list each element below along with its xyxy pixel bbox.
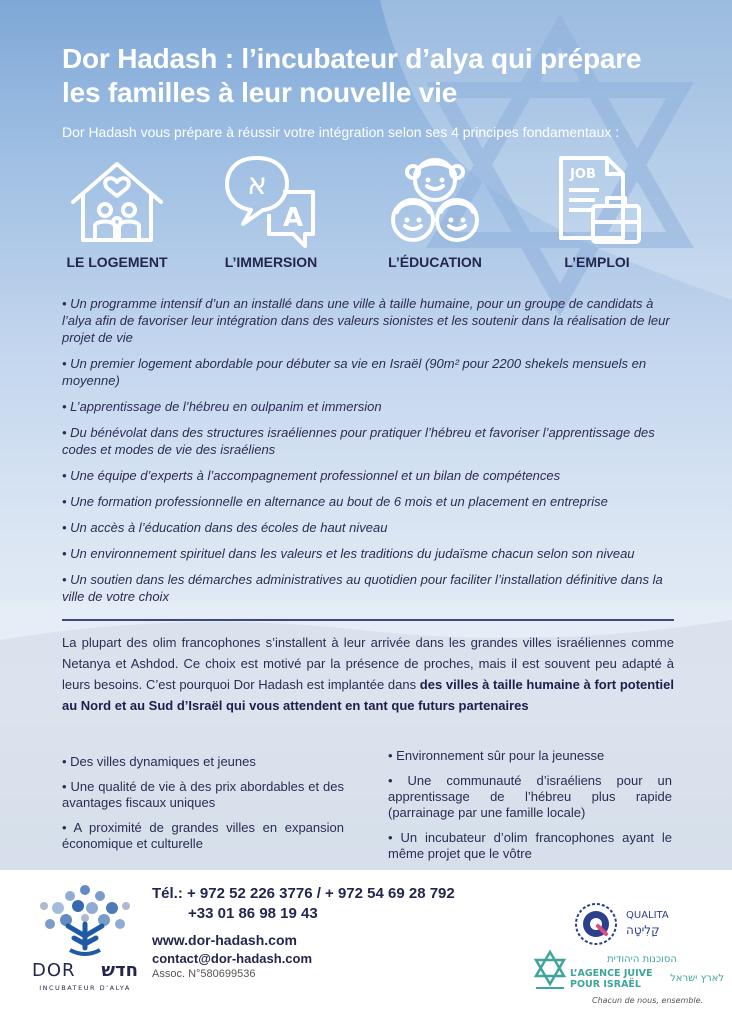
list-item: • L’apprentissage de l’hébreu en oulpanim et immersion <box>62 399 382 414</box>
paragraph-normal-text: La plupart des olim francophones s’installent à leur arrivée dans les grandes villes israéliennes comme Netanya et Ashdod. Ce choix est motivé par la présence de proches, mais il est souvent peu adapté à leurs besoins. C’est pourquoi Dor Hadash est implantée dans <box>62 635 674 692</box>
association-number: Assoc. N°580699536 <box>152 968 256 980</box>
latin-a-glyph: A <box>282 203 304 233</box>
job-briefcase-icon <box>547 150 647 250</box>
title-line-1: Dor Hadash : l’incubateur d’alya qui prépare <box>62 43 642 74</box>
email-link[interactable]: contact@dor-hadash.com <box>152 951 313 966</box>
intro-text: Dor Hadash vous prépare à réussir votre intégration selon ses 4 principes fondamentaux : <box>62 124 620 140</box>
section-divider <box>62 619 674 621</box>
list-item: • Environnement sûr pour la jeunesse <box>388 748 605 763</box>
advantages-right-column <box>388 748 672 871</box>
pillar-housing <box>52 150 182 270</box>
agency-line-2: POUR ISRAËL <box>570 979 641 990</box>
footer <box>0 870 732 1024</box>
qualita-latin: QUALITA <box>626 910 669 921</box>
qualita-logo <box>574 898 704 952</box>
pillar-education <box>370 150 500 270</box>
list-item: • Un accès à l’éducation dans des écoles de haut niveau <box>62 520 388 535</box>
list-item: • Une qualité de vie à des prix abordables et des avantages fiscaux uniques <box>62 779 344 810</box>
agency-tagline: Chacun de nous, ensemble. <box>592 996 704 1005</box>
website-link[interactable]: www.dor-hadash.com <box>152 932 297 948</box>
list-item: • A proximité de grandes villes en expansion économique et culturelle <box>62 820 344 851</box>
pillar-label-employment: L’EMPLOI <box>564 254 630 270</box>
agency-hebrew-side: לארץ ישראל <box>670 973 724 984</box>
pillar-label-housing: LE LOGEMENT <box>66 254 168 270</box>
pillar-label-education: L’ÉDUCATION <box>388 254 482 270</box>
list-item: • Un environnement spirituel dans les valeurs et les traditions du judaïsme chacun selon son niveau <box>62 546 635 561</box>
pillar-label-immersion: L’IMMERSION <box>224 254 318 270</box>
pillar-employment <box>532 150 662 270</box>
logo-hebrew-text: חדש <box>101 960 138 981</box>
title-line-2: les familles à leur nouvelle vie <box>62 77 458 108</box>
agency-line-1: L’AGENCE JUIVE <box>570 968 653 979</box>
dor-hadash-logo <box>30 878 140 1002</box>
house-family-icon <box>67 150 167 250</box>
jewish-agency-logo <box>532 948 728 1012</box>
aleph-glyph: א <box>246 167 268 202</box>
language-bubbles-icon <box>221 150 321 250</box>
children-faces-icon <box>385 150 485 250</box>
list-item: • Un incubateur d’olim francophones ayant le même projet que le vôtre <box>388 830 672 861</box>
agency-hebrew-top: הסוכנות היהודית <box>607 954 677 965</box>
cities-paragraph <box>62 632 674 716</box>
list-item: • Une formation professionnelle en alternance au bout de 6 mois et un placement en entreprise <box>62 494 608 509</box>
program-bullet-list <box>62 295 674 614</box>
list-item: • Une équipe d’experts à l’accompagnement professionnel et un bilan de compétences <box>62 468 561 483</box>
pillar-immersion <box>206 150 336 270</box>
advantages-left-column <box>62 754 344 861</box>
contact-block <box>152 884 455 982</box>
qualita-hebrew: קַלִיטָה <box>626 923 660 937</box>
job-glyph: JOB <box>570 167 596 182</box>
list-item: • Une communauté d’israéliens pour un apprentissage de l’hébreu plus rapide (parrainage par une famille locale) <box>388 773 672 820</box>
logo-tagline: INCUBATEUR D’ALYA <box>39 984 131 992</box>
phone-france[interactable]: +33 01 86 98 19 43 <box>188 905 318 922</box>
logo-dor-text: DOR <box>32 960 76 981</box>
page-title <box>62 42 702 110</box>
list-item: • Un programme intensif d’un an installé dans une ville à taille humaine, pour un groupe de candidats à l’alya afin de favoriser leur intégration dans des valeurs sionistes et les soutenir dans la réalisation de leur projet de vie <box>62 296 670 345</box>
list-item: • Un premier logement abordable pour débuter sa vie en Israël (90m² pour 2200 shekels mensuels en moyenne) <box>62 356 647 388</box>
phone-numbers[interactable]: Tél.: + 972 52 226 3776 / + 972 54 69 28 792 <box>152 885 455 902</box>
paragraph-bold-text: des villes à taille humaine à fort potentiel au Nord et au Sud d’Israël qui vous attendent en tant que futurs partenaires <box>62 677 674 713</box>
list-item: • Un soutien dans les démarches administratives au quotidien pour faciliter l’installation définitive dans la ville de votre choix <box>62 572 663 604</box>
list-item: • Des villes dynamiques et jeunes <box>62 754 256 769</box>
list-item: • Du bénévolat dans des structures israéliennes pour pratiquer l’hébreu et favoriser l’apprentissage des codes et modes de vie des israéliens <box>62 425 655 457</box>
